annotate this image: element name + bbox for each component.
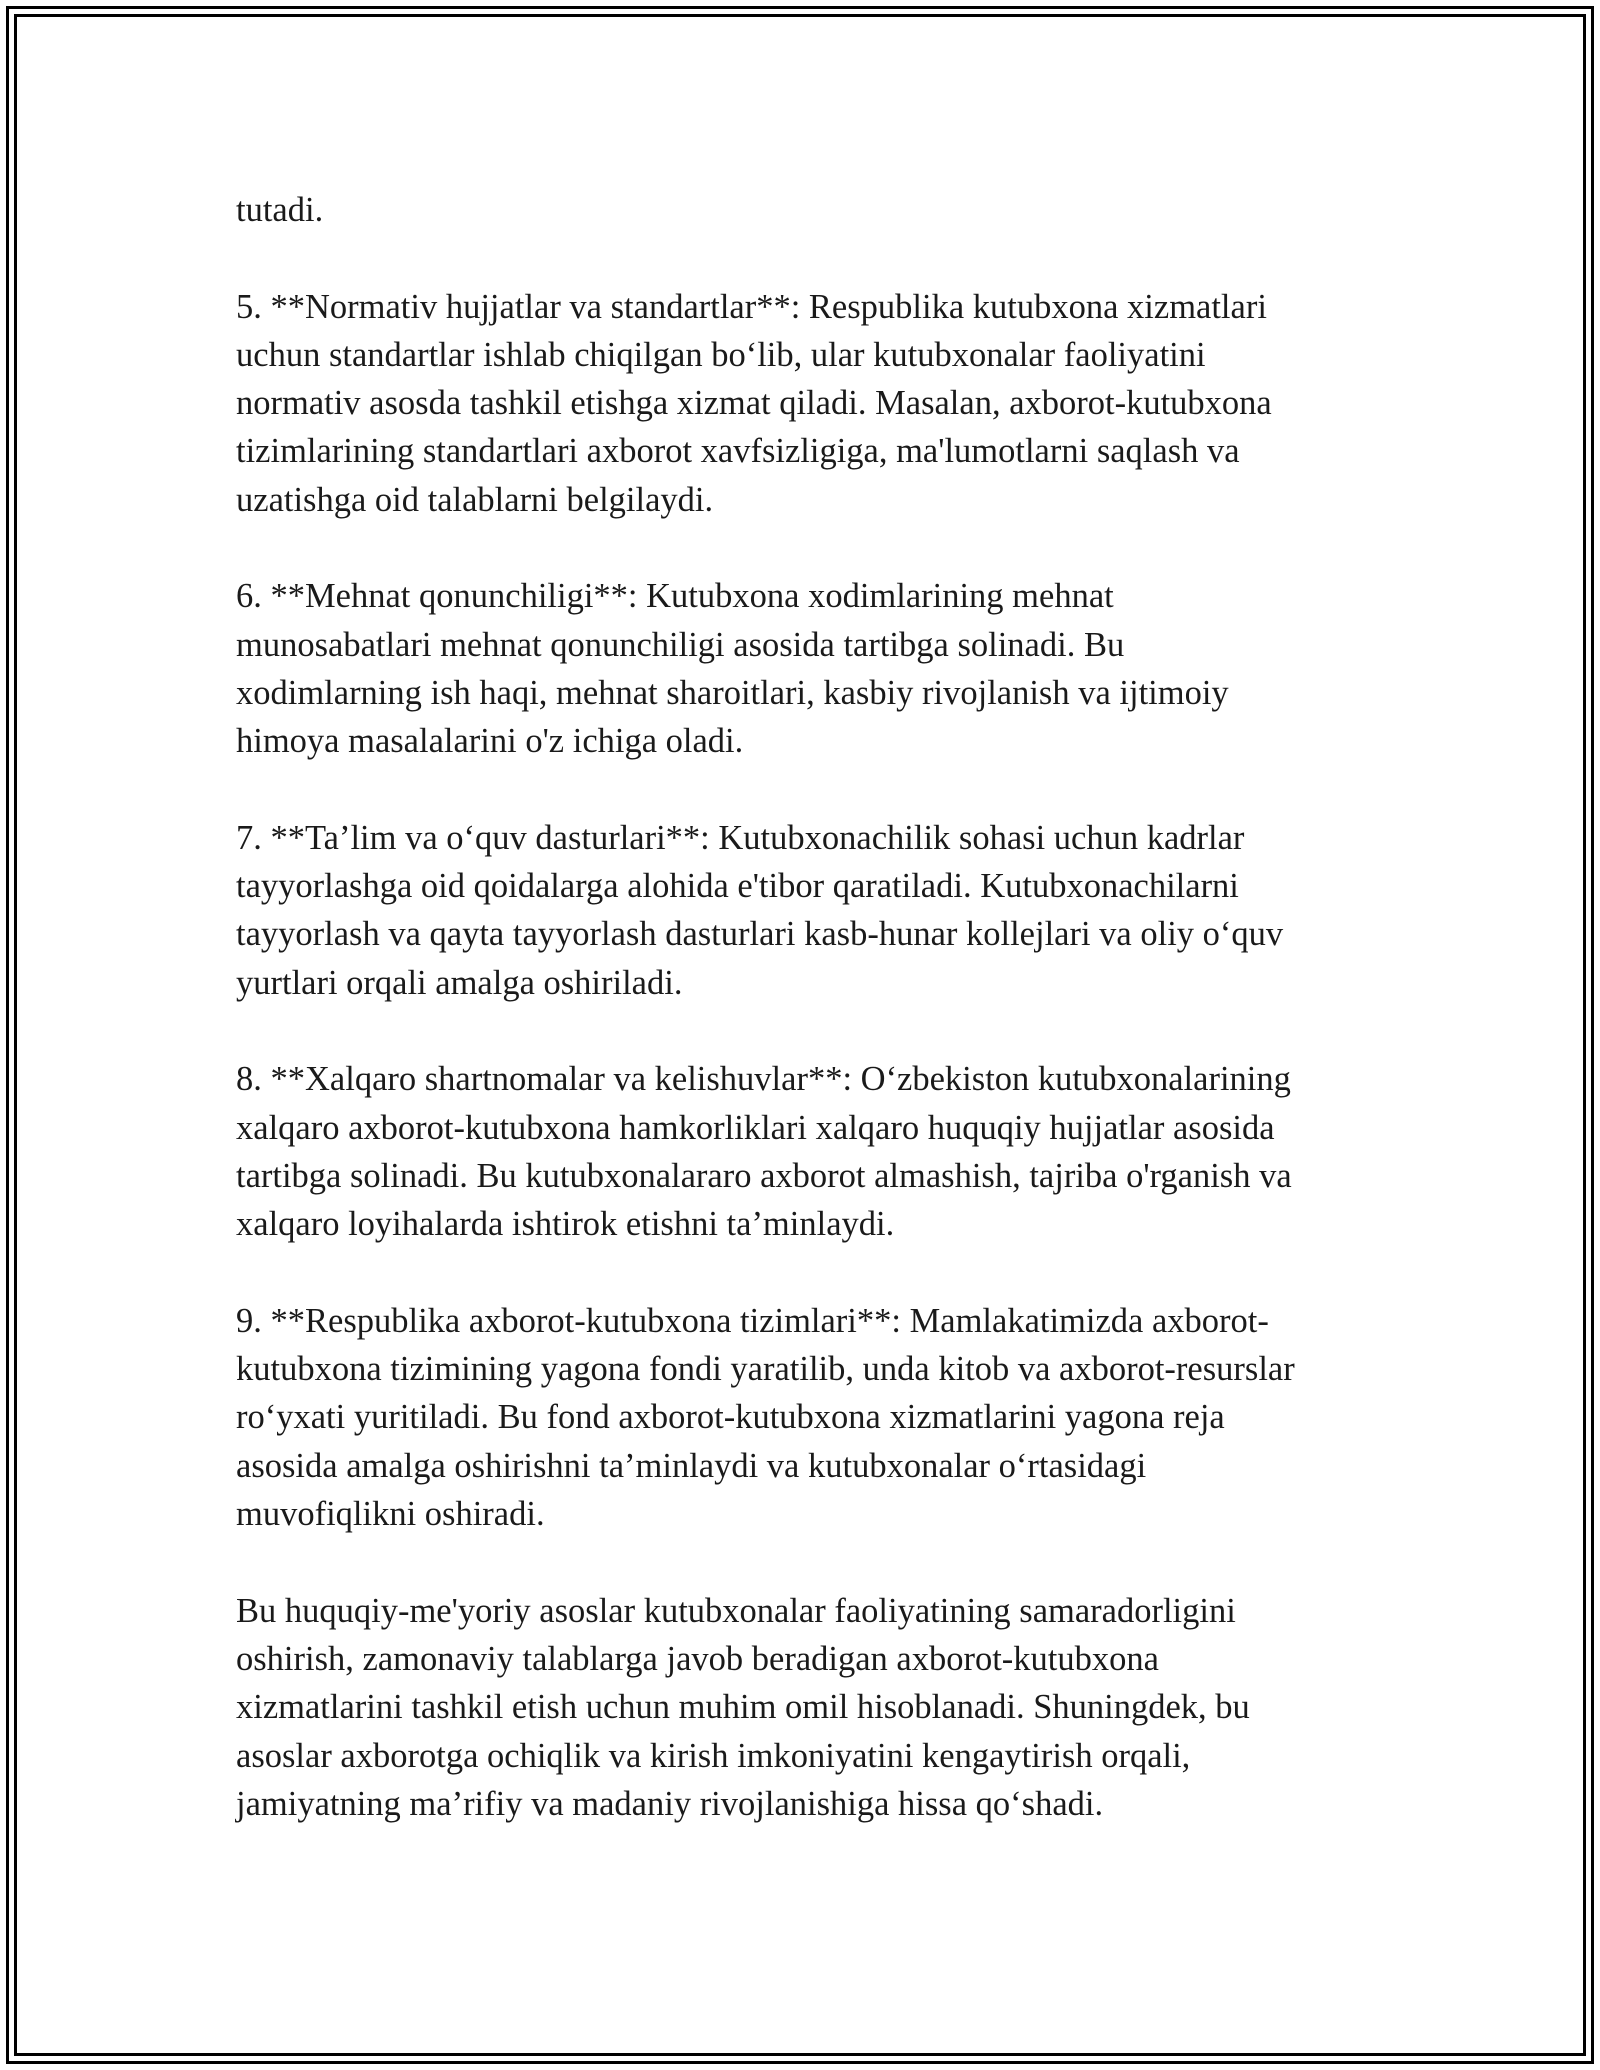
paragraph-item-9: 9. **Respublika axborot-kutubxona tizimlari**: Mamlakatimizda axborot- kutubxona tizimining yagona fondi yaratilib, unda kitob va axborot-resurslar ro‘yxati yuritiladi. Bu fond axborot-kutubxona xizmatlarini yagona reja asosida amalga oshirishni ta’minlaydi va kutubxonalar o‘rtasidagi muvofiqlikni oshiradi. [236,1301,1295,1534]
paragraph-item-6: 6. **Mehnat qonunchiligi**: Kutubxona xodimlarining mehnat munosabatlari mehnat qonunchiligi asosida tartibga solinadi. Bu xodimlarning ish haqi, mehnat sharoitlari, kasbiy rivojlanish va ijtimoiy himoya masalalarini o'z ichiga oladi. [236,577,1229,761]
paragraph-conclusion: Bu huquqiy-me'yoriy asoslar kutubxonalar faoliyatining samaradorligini oshirish, zamonaviy talablarga javob beradigan axborot-kutubxona xizmatlarini tashkil etish uchun muhim omil hisoblanadi. Shuningdek, bu asoslar axborotga ochiqlik va kirish imkoniyatini kengaytirish orqali, jamiyatning ma’rifiy va madaniy rivojlanishiga hissa qo‘shadi. [236,1591,1250,1823]
document-body [236,186,1376,1828]
paragraph-item-8: 8. **Xalqaro shartnomalar va kelishuvlar**: O‘zbekiston kutubxonalarining xalqaro axborot-kutubxona hamkorliklari xalqaro huquqiy hujjatlar asosida tartibga solinadi. Bu kutubxonalararo axborot almashish, tajriba o'rganish va xalqaro loyihalarda ishtirok etishni ta’minlaydi. [236,1060,1292,1244]
paragraph-continuation: tutadi. [236,191,324,229]
paragraph-item-5: 5. **Normativ hujjatlar va standartlar**: Respublika kutubxona xizmatlari uchun standartlar ishlab chiqilgan bo‘lib, ular kutubxonalar faoliyatini normativ asosda tashkil etishga xizmat qiladi. Masalan, axborot-kutubxona tizimlarining standartlari axborot xavfsizligiga, ma'lumotlarni saqlash va uzatishga oid talablarni belgilaydi. [236,287,1272,519]
paragraph-item-7: 7. **Ta’lim va o‘quv dasturlari**: Kutubxonachilik sohasi uchun kadrlar tayyorlashga oid qoidalarga alohida e'tibor qaratiladi. Kutubxonachilarni tayyorlash va qayta tayyorlash dasturlari kasb-hunar kollejlari va oliy o‘quv yurtlari orqali amalga oshiriladi. [236,818,1284,1002]
